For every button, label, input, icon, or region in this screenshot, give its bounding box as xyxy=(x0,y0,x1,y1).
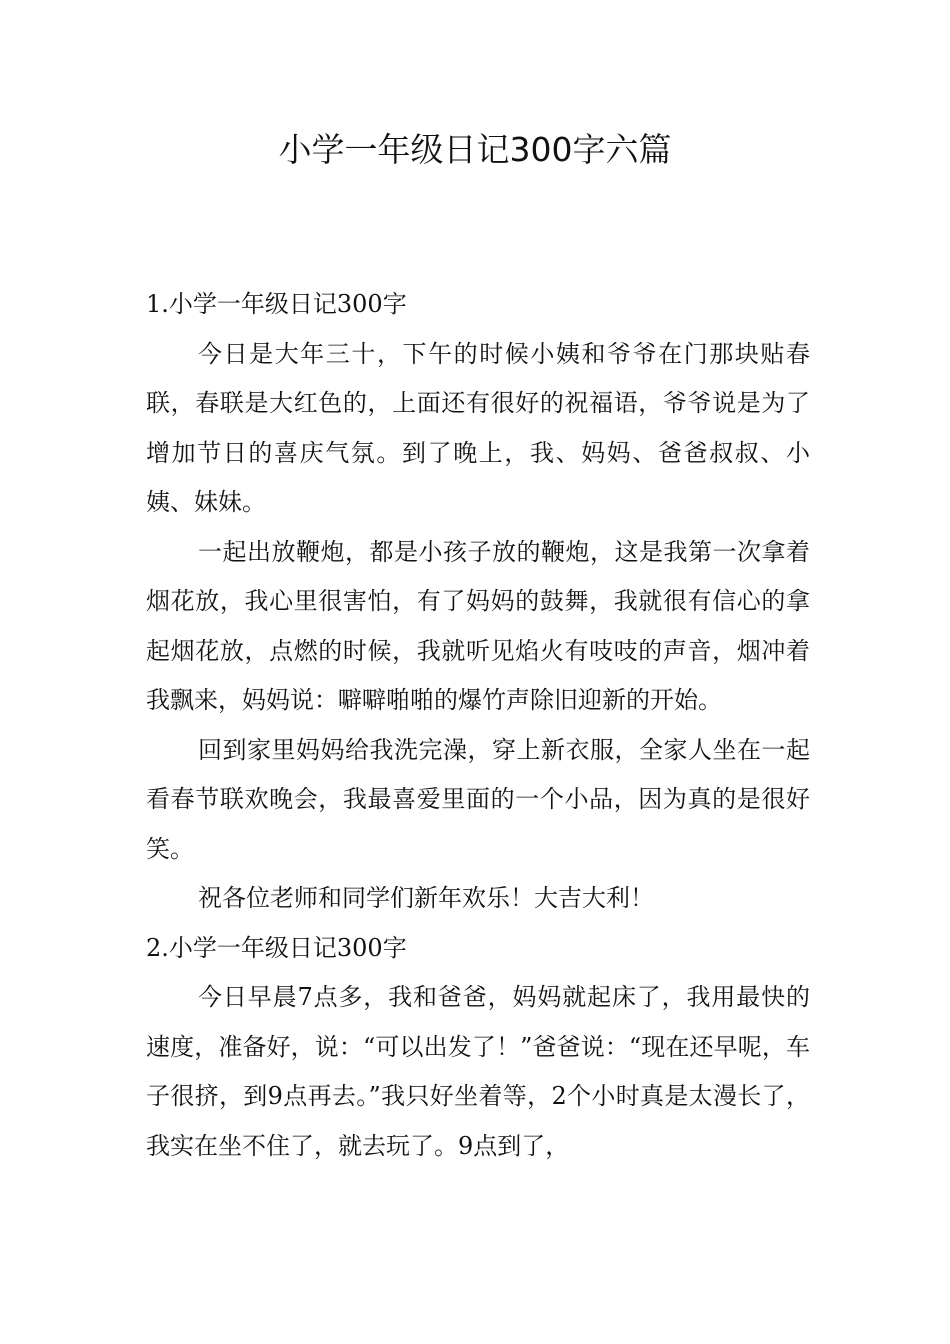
paragraph: 今日早晨7点多，我和爸爸，妈妈就起床了，我用最快的速度，准备好，说：“可以出发了！”爸爸说：“现在还早呢，车子很挤，到9点再去。”我只好坐着等，2个小时真是太漫长了，我实在坐不住了，就去玩了。9点到了， xyxy=(146,983,810,1160)
paragraph: 今日是大年三十，下午的时候小姨和爷爷在门那块贴春联，春联是大红色的，上面还有很好的祝福语，爷爷说是为了增加节日的喜庆气氛。到了晚上，我、妈妈、爸爸叔叔、小姨、妹妹。 xyxy=(146,339,810,516)
section-heading-1: 1.小学一年级日记300字 xyxy=(146,290,407,318)
paragraph: 回到家里妈妈给我洗完澡，穿上新衣服，全家人坐在一起看春节联欢晚会，我最喜爱里面的一个小品，因为真的是很好笑。 xyxy=(146,735,810,863)
section-heading-2: 2.小学一年级日记300字 xyxy=(146,933,407,962)
paragraph: 一起出放鞭炮，都是小孩子放的鞭炮，这是我第一次拿着烟花放，我心里很害怕，有了妈妈的鼓舞，我就很有信心的拿起烟花放，点燃的时候，我就听见焰火有吱吱的声音，烟冲着我飘来，妈妈说：噼噼啪啪的爆竹声除旧迎新的开始。 xyxy=(146,537,810,714)
document-title: 小学一年级日记300字六篇 xyxy=(278,130,672,169)
paragraph: 祝各位老师和同学们新年欢乐！大吉大利！ xyxy=(198,884,654,912)
document-body xyxy=(146,280,810,1171)
